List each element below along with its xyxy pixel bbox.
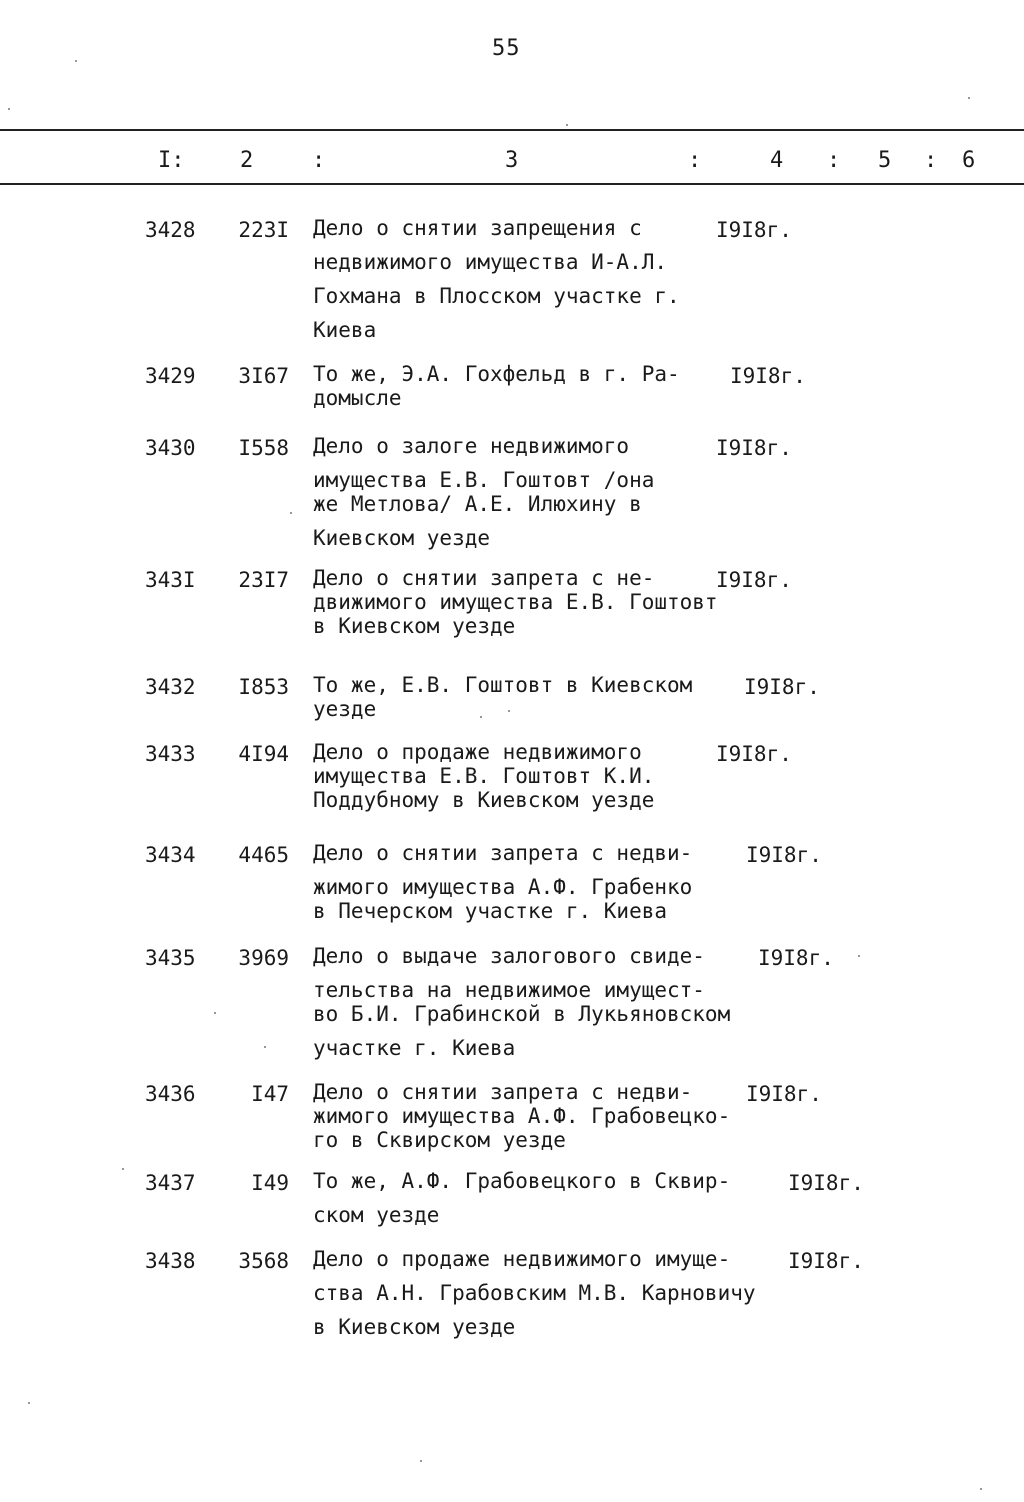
description-line: го в Сквирском уезде <box>313 1128 566 1152</box>
entry-description <box>313 843 783 922</box>
entry-year: I9I8г. <box>716 436 792 460</box>
description-line: участке г. Киева <box>313 1036 516 1060</box>
column-separator: : <box>312 148 326 173</box>
entry-year: I9I8г. <box>730 364 806 388</box>
entry-number: 3428 <box>145 218 196 242</box>
file-number: 23I7 <box>238 568 289 592</box>
entry-year: I9I8г. <box>788 1249 864 1273</box>
entry-description <box>313 1171 783 1226</box>
entry-year: I9I8г. <box>746 843 822 867</box>
entry-year: I9I8г. <box>716 218 792 242</box>
entry-year: I9I8г. <box>744 675 820 699</box>
entry-number: 3438 <box>145 1249 196 1273</box>
description-line: Дело о снятии запрещения с <box>313 216 642 240</box>
file-number: I558 <box>238 436 289 460</box>
description-line: жимого имущества А.Ф. Грабовецко- <box>313 1104 731 1128</box>
description-line: Киева <box>313 318 377 342</box>
description-line: недвижимого имущества И-А.Л. <box>313 250 668 274</box>
entry-number: 3435 <box>145 946 196 970</box>
description-line: Дело о снятии запрета с не- <box>313 566 655 590</box>
description-line: имущества Е.В. Гоштовт К.И. <box>313 764 655 788</box>
entry-description <box>313 436 783 549</box>
column-separator: : <box>924 148 938 173</box>
description-line: в Киевском уезде <box>313 1315 516 1339</box>
column-header-4: 4 <box>770 148 784 173</box>
entry-number: 3437 <box>145 1171 196 1195</box>
description-line: Поддубному в Киевском уезде <box>313 788 655 812</box>
file-number: 3I67 <box>238 364 289 388</box>
entry-number: 3433 <box>145 742 196 766</box>
column-header-1: I: <box>158 148 185 173</box>
description-line: во Б.И. Грабинской в Лукьяновском <box>313 1002 731 1026</box>
entry-description <box>313 568 783 637</box>
description-line: имущества Е.В. Гоштовт /она <box>313 468 655 492</box>
description-line: То же, Е.В. Гоштовт в Киевском <box>313 673 693 697</box>
entry-number: 3436 <box>145 1082 196 1106</box>
description-line: в Печерском участке г. Киева <box>313 899 668 923</box>
description-line: Гохмана в Плосском участке г. <box>313 284 680 308</box>
description-line: Дело о снятии запрета с недви- <box>313 841 693 865</box>
entry-year: I9I8г. <box>758 946 834 970</box>
file-number: 3568 <box>238 1249 289 1273</box>
description-line: в Киевском уезде <box>313 614 516 638</box>
description-line: Дело о залоге недвижимого <box>313 434 630 458</box>
file-number: 3969 <box>238 946 289 970</box>
description-line: ском уезде <box>313 1203 440 1227</box>
description-line: Киевском уезде <box>313 526 491 550</box>
entry-description <box>313 1082 783 1151</box>
entry-number: 3429 <box>145 364 196 388</box>
entry-description <box>313 742 783 811</box>
table-top-rule <box>0 129 1024 131</box>
entry-description <box>313 675 783 720</box>
description-line: движимого имущества Е.В. Гоштовт <box>313 590 718 614</box>
column-header-3: 3 <box>505 148 519 173</box>
entry-description <box>313 218 783 341</box>
file-number: I49 <box>251 1171 289 1195</box>
description-line: ства А.Н. Грабовским М.В. Карновичу <box>313 1281 756 1305</box>
entry-year: I9I8г. <box>788 1171 864 1195</box>
entry-year: I9I8г. <box>716 568 792 592</box>
description-line: уезде <box>313 697 377 721</box>
file-number: 4I94 <box>238 742 289 766</box>
column-header-5: 5 <box>878 148 892 173</box>
entry-number: 3432 <box>145 675 196 699</box>
file-number: 223I <box>238 218 289 242</box>
description-line: жимого имущества А.Ф. Грабенко <box>313 875 693 899</box>
column-separator: : <box>827 148 841 173</box>
entry-description <box>313 364 783 409</box>
file-number: 4465 <box>238 843 289 867</box>
column-header-6: 6 <box>962 148 976 173</box>
table-header-rule <box>0 183 1024 185</box>
entry-description <box>313 946 783 1059</box>
description-line: тельства на недвижимое имущест- <box>313 978 705 1002</box>
entry-number: 3430 <box>145 436 196 460</box>
description-line: Дело о продаже недвижимого имуще- <box>313 1247 731 1271</box>
entry-number: 3434 <box>145 843 196 867</box>
column-separator: : <box>688 148 702 173</box>
description-line: Дело о выдаче залогового свиде- <box>313 944 705 968</box>
description-line: То же, Э.А. Гохфельд в г. Ра- <box>313 362 680 386</box>
description-line: Дело о снятии запрета с недви- <box>313 1080 693 1104</box>
entry-year: I9I8г. <box>746 1082 822 1106</box>
page-number: 55 <box>492 36 521 61</box>
file-number: I853 <box>238 675 289 699</box>
description-line: То же, А.Ф. Грабовецкого в Сквир- <box>313 1169 731 1193</box>
description-line: Дело о продаже недвижимого <box>313 740 642 764</box>
description-line: же Метлова/ А.Е. Илюхину в <box>313 492 642 516</box>
entry-number: 343I <box>145 568 196 592</box>
entry-year: I9I8г. <box>716 742 792 766</box>
entry-description <box>313 1249 783 1338</box>
column-header-2: 2 <box>240 148 254 173</box>
description-line: домысле <box>313 386 402 410</box>
file-number: I47 <box>251 1082 289 1106</box>
